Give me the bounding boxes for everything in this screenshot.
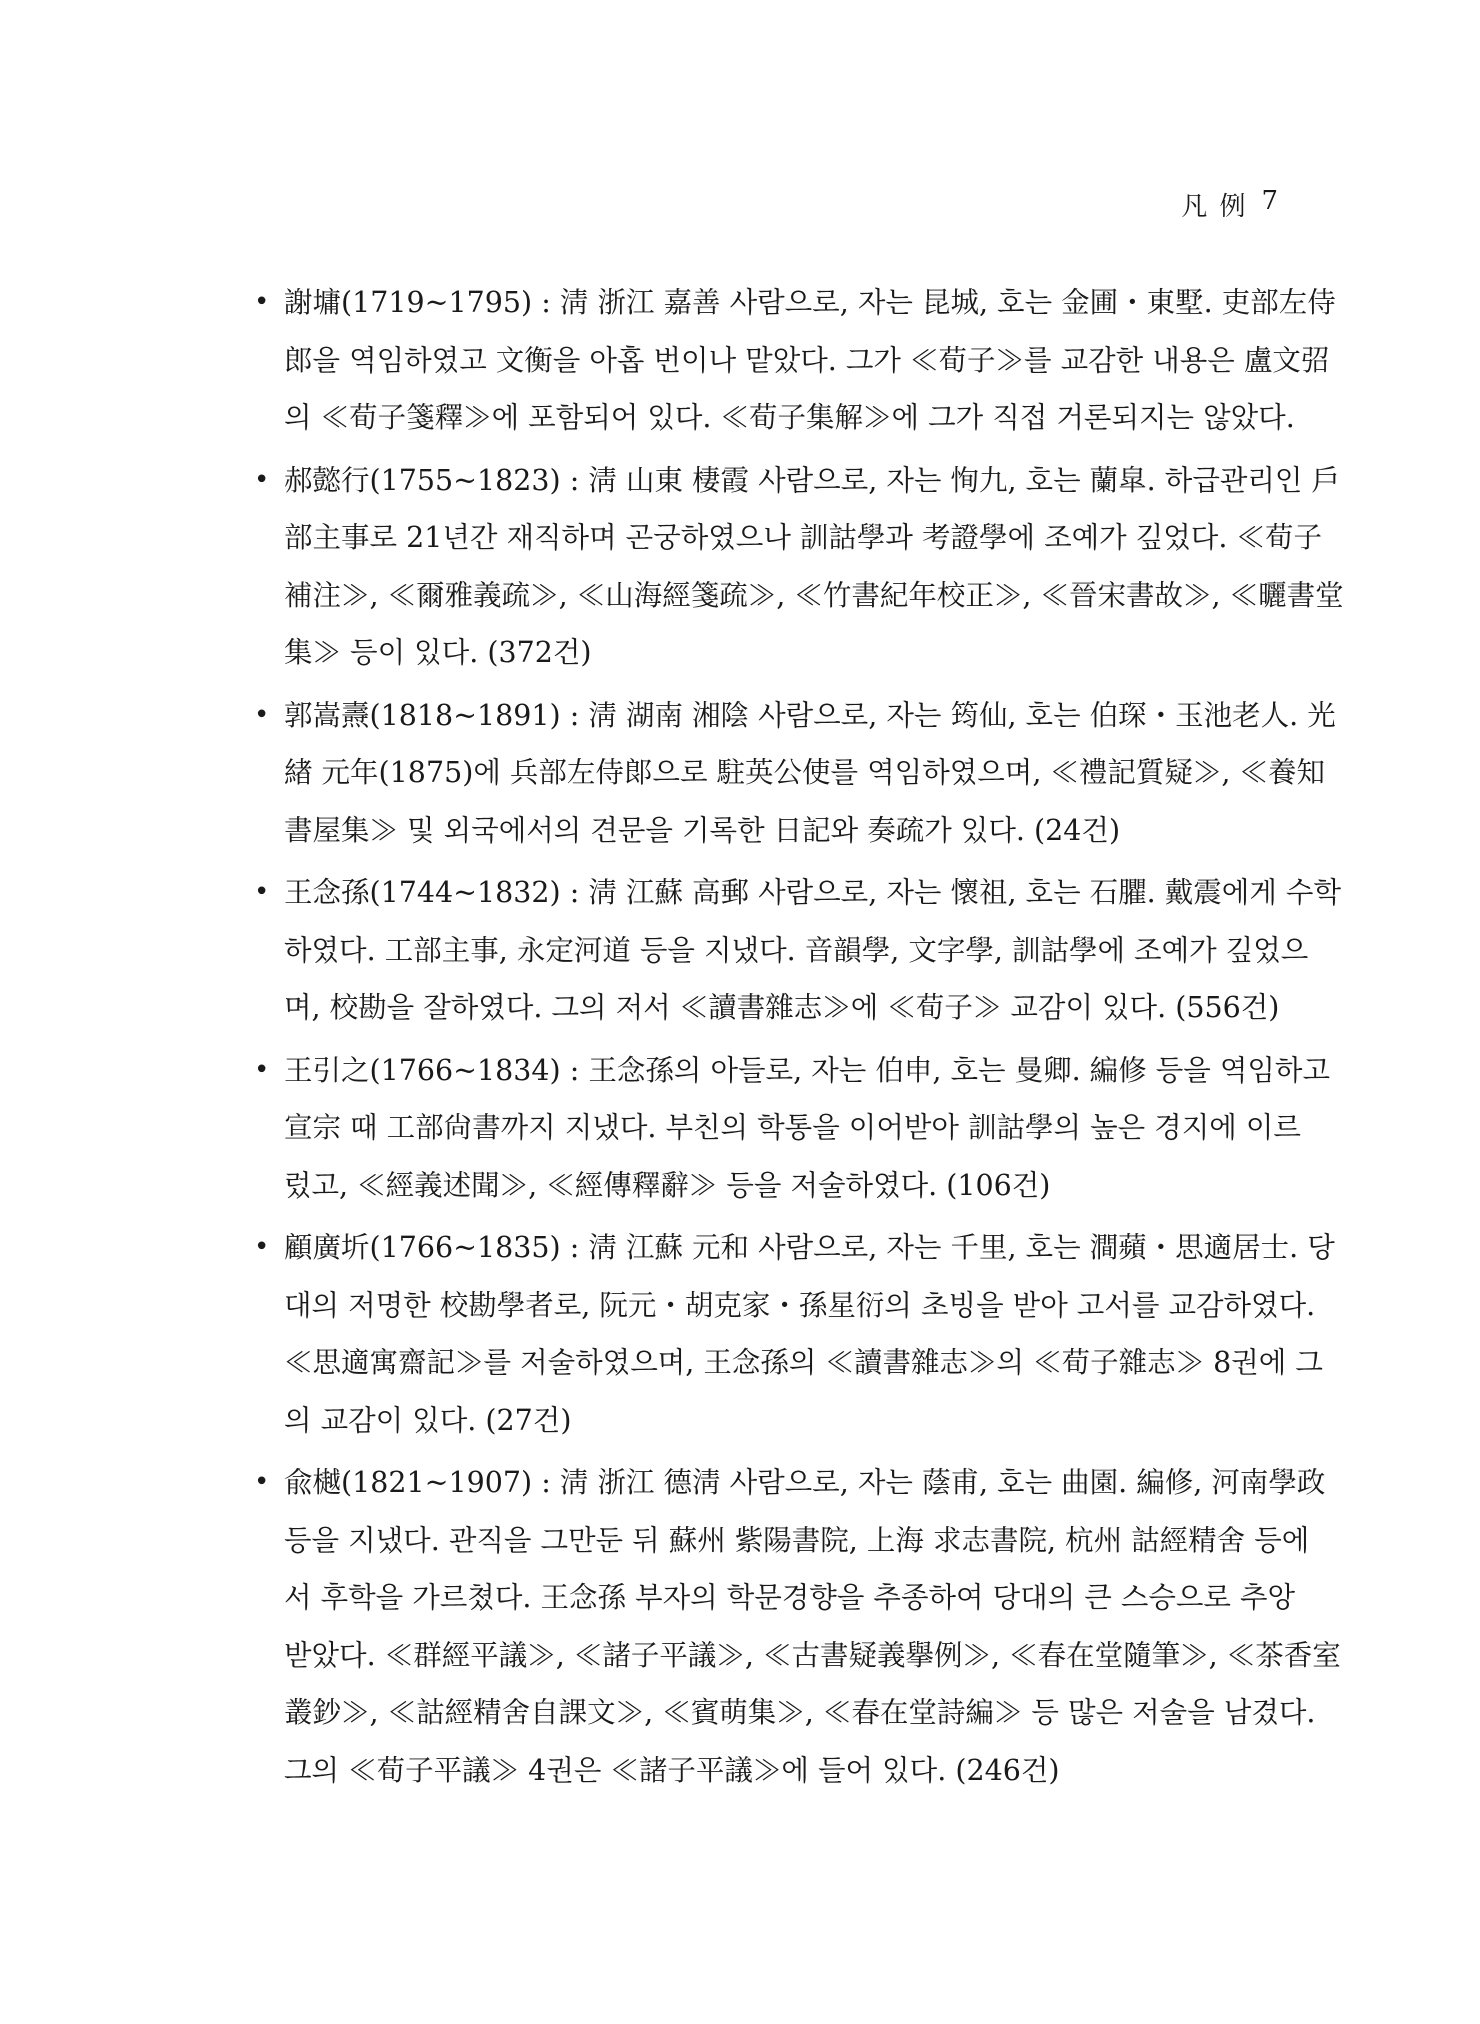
entry-item bbox=[254, 452, 1344, 682]
entry-line: 郎을 역임하였고 文衡을 아홉 번이나 맡았다. 그가 ≪荀子≫를 교감한 내용은 盧文弨 bbox=[284, 343, 1330, 377]
entry-line: 서 후학을 가르쳤다. 王念孫 부자의 학문경향을 추종하여 당대의 큰 스승으로 추앙 bbox=[284, 1581, 1296, 1614]
entry-line: 兪樾(1821~1907) : 淸 浙江 德淸 사람으로, 자는 蔭甫, 호는 曲園. 編修, 河南學政 bbox=[284, 1466, 1326, 1499]
entry-line: 의 ≪荀子箋釋≫에 포함되어 있다. ≪荀子集解≫에 그가 직접 거론되지는 않았다. bbox=[284, 401, 1295, 434]
entry-line: 郭嵩燾(1818~1891) : 淸 湖南 湘陰 사람으로, 자는 筠仙, 호는 伯琛・玉池老人. 光 bbox=[284, 698, 1336, 732]
entry-line: 받았다. ≪群經平議≫, ≪諸子平議≫, ≪古書疑義擧例≫, ≪春在堂隨筆≫, ≪茶香室 bbox=[284, 1638, 1341, 1672]
bullet-icon: • bbox=[254, 1054, 270, 1085]
page-number: 7 bbox=[1261, 186, 1280, 216]
entry-item bbox=[254, 1454, 1341, 1799]
section-title: 凡 例 bbox=[1181, 192, 1248, 222]
entry-item bbox=[254, 1042, 1330, 1215]
entry-line: 宣宗 때 工部尙書까지 지냈다. 부친의 학통을 이어받아 訓詁學의 높은 경지에 이르 bbox=[284, 1111, 1301, 1144]
bullet-icon: • bbox=[254, 464, 270, 495]
entry-item bbox=[254, 274, 1336, 447]
entry-item bbox=[254, 864, 1341, 1037]
bullet-icon: • bbox=[254, 287, 270, 317]
entry-line: 王念孫(1744~1832) : 淸 江蘇 高郵 사람으로, 자는 懷祖, 호는 石臞. 戴震에게 수학 bbox=[284, 876, 1341, 909]
entry-line: 그의 ≪荀子平議≫ 4권은 ≪諸子平議≫에 들어 있다. (246건) bbox=[284, 1753, 1060, 1787]
entry-line: 顧廣圻(1766~1835) : 淸 江蘇 元和 사람으로, 자는 千里, 호는 澗蘋・思適居士. 당 bbox=[284, 1231, 1335, 1264]
entry-item bbox=[254, 1219, 1335, 1449]
entry-line: 謝墉(1719~1795) : 淸 浙江 嘉善 사람으로, 자는 昆城, 호는 金圃・東墅. 吏部左侍 bbox=[284, 286, 1336, 319]
entry-line: 補注≫, ≪爾雅義疏≫, ≪山海經箋疏≫, ≪竹書紀年校正≫, ≪晉宋書故≫, ≪曬書堂 bbox=[284, 578, 1344, 612]
entry-line: 郝懿行(1755~1823) : 淸 山東 棲霞 사람으로, 자는 恂九, 호는 蘭皐. 하급관리인 戶 bbox=[284, 463, 1341, 497]
entry-line: 叢鈔≫, ≪詁經精舍自課文≫, ≪賓萌集≫, ≪春在堂詩編≫ 등 많은 저술을 남겼다. bbox=[284, 1696, 1316, 1729]
entry-line: 며, 校勘을 잘하였다. 그의 저서 ≪讀書雜志≫에 ≪荀子≫ 교감이 있다. (556건) bbox=[284, 991, 1280, 1024]
entry-line: 部主事로 21년간 재직하며 곤궁하였으나 訓詁學과 考證學에 조예가 깊었다. ≪荀子 bbox=[284, 521, 1322, 554]
bullet-icon: • bbox=[254, 877, 270, 907]
entry-line: 集≫ 등이 있다. (372건) bbox=[284, 636, 592, 669]
bullet-icon: • bbox=[254, 699, 270, 730]
entry-line: 書屋集≫ 및 외국에서의 견문을 기록한 日記와 奏疏가 있다. (24건) bbox=[284, 813, 1121, 847]
entry-line: 하였다. 工部主事, 永定河道 등을 지냈다. 音韻學, 文字學, 訓詁學에 조예가 깊었으 bbox=[284, 933, 1309, 967]
entry-line: ≪思適寓齋記≫를 저술하였으며, 王念孫의 ≪讀書雜志≫의 ≪荀子雜志≫ 8권에 그 bbox=[284, 1346, 1323, 1379]
entry-list bbox=[254, 274, 1344, 1804]
entry-line: 緖 元年(1875)에 兵部左侍郞으로 駐英公使를 역임하였으며, ≪禮記質疑≫, ≪養知 bbox=[284, 756, 1326, 789]
entry-line: 의 교감이 있다. (27건) bbox=[284, 1403, 572, 1437]
entry-line: 대의 저명한 校勘學者로, 阮元・胡克家・孫星衍의 초빙을 받아 고서를 교감하였다. bbox=[284, 1288, 1316, 1322]
entry-line: 렀고, ≪經義述聞≫, ≪經傳釋辭≫ 등을 저술하였다. (106건) bbox=[284, 1168, 1051, 1202]
bullet-icon: • bbox=[254, 1232, 270, 1262]
entry-line: 등을 지냈다. 관직을 그만둔 뒤 蘇州 紫陽書院, 上海 求志書院, 杭州 詁經精舍 등에 bbox=[284, 1523, 1310, 1557]
entry-item bbox=[254, 687, 1336, 860]
entry-line: 王引之(1766~1834) : 王念孫의 아들로, 자는 伯申, 호는 曼卿. 編修 등을 역임하고 bbox=[284, 1053, 1330, 1087]
page-header bbox=[1181, 186, 1280, 223]
bullet-icon: • bbox=[254, 1467, 270, 1497]
